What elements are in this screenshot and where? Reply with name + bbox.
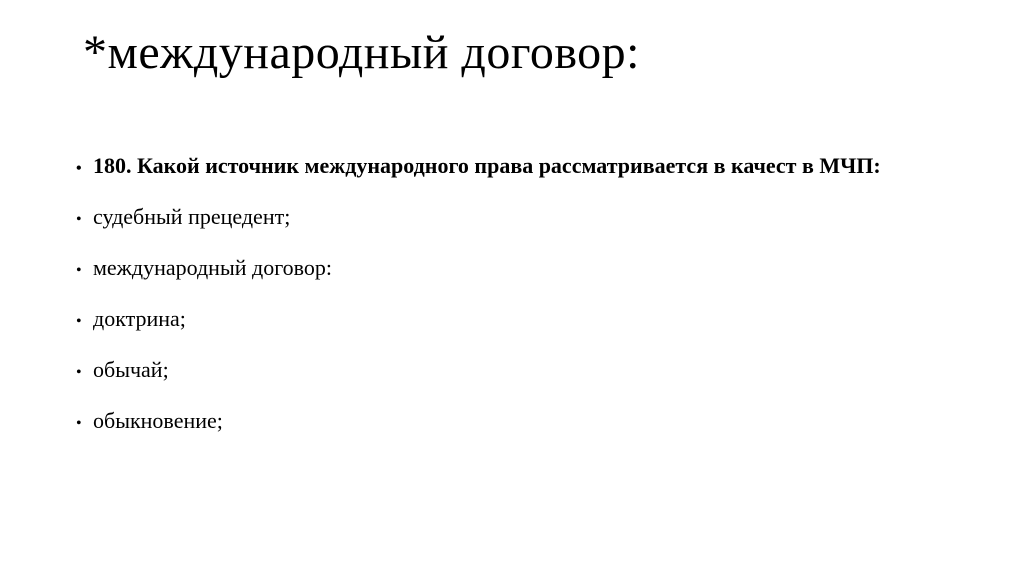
bullet-item-answer-3 xyxy=(76,306,881,335)
bullet-text: обычай; xyxy=(93,357,169,382)
bullet-item-answer-5 xyxy=(76,408,881,437)
bullet-item-question xyxy=(76,153,881,182)
bullet-text: доктрина; xyxy=(93,306,186,331)
bullet-text: судебный прецедент; xyxy=(93,204,291,229)
bullet-text: 180. Какой источник международного права рассматривается в качест в МЧП: xyxy=(93,153,881,178)
bullet-list xyxy=(76,153,881,459)
bullet-item-answer-4 xyxy=(76,357,881,386)
slide-title: *международный договор: xyxy=(83,26,641,79)
bullet-item-answer-2 xyxy=(76,255,881,284)
bullet-dot-icon: • xyxy=(76,364,82,381)
bullet-dot-icon: • xyxy=(76,160,82,177)
bullet-text: обыкновение; xyxy=(93,408,223,433)
bullet-dot-icon: • xyxy=(76,262,82,279)
bullet-item-answer-1 xyxy=(76,204,881,233)
bullet-text: международный договор: xyxy=(93,255,333,280)
bullet-dot-icon: • xyxy=(76,313,82,330)
bullet-dot-icon: • xyxy=(76,211,82,228)
bullet-dot-icon: • xyxy=(76,415,82,432)
